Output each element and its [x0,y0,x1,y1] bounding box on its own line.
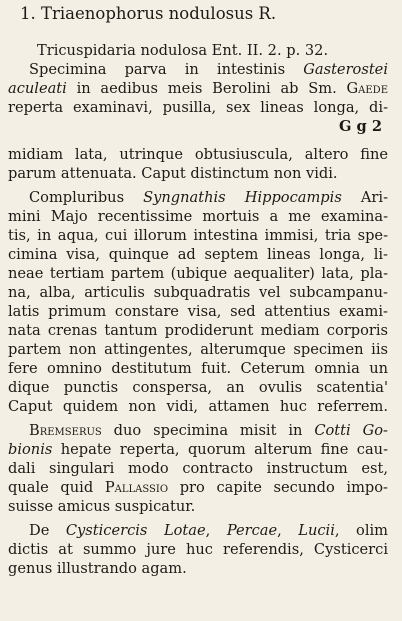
para1-line2: aculeati in aedibus meis Berolini ab Sm. Gaede [8,80,388,97]
para4-line2: dictis at summo jure huc referendis, Cysticerci [8,541,388,558]
para2-line11: dique punctis conspersa, an ovulis scatentia' [8,379,388,396]
section-title: 1. Triaenophorus nodulosus R. [20,4,277,23]
para3-line2: bionis hepate reperta, quorum alterum fine cau- [8,441,388,458]
para2-line3: tis, in aqua, cui illorum intestina immisi, tria spe- [8,227,388,244]
para4-line1: De Cysticercis Lotae, Percae, Lucii, olim [29,522,388,539]
para3-line4: quale quid Pallassio pro capite secundo impo- [8,479,388,496]
para2-line7: latis primum constare visa, sed attentius exami- [8,303,388,320]
page-signature: G g 2 [339,118,382,135]
para1-line3: reperta examinavi, pusilla, sex lineas longa, di- [8,99,388,116]
para2-line9: partem non attingentes, alterumque specimen iis [8,341,388,358]
para1-line5: parum attenuata. Caput distinctum non vidi. [8,165,338,182]
para2-line5: neae tertiam partem (ubique aequaliter) lata, pla- [8,265,388,282]
para2-line1: Compluribus Syngnathis Hippocampis Ari- [29,189,388,206]
para2-line2: mini Majo recentissime mortuis a me examina- [8,208,388,225]
para3-line1: Bremserus duo specimina misit in Cotti Go- [29,422,388,439]
para1-line4: midiam lata, utrinque obtusiuscula, altero fine [8,146,388,163]
para2-line4: cimina visa, quinque ad septem lineas longa, li- [8,246,388,263]
para2-line12: Caput quidem non vidi, attamen huc referrem. [8,398,388,415]
para3-line5: suisse amicus suspicatur. [8,498,196,515]
para4-line3: genus illustrando agam. [8,560,187,577]
para2-line8: nata crenas tantum prodiderunt mediam corporis [8,322,388,339]
reference-line: Tricuspidaria nodulosa Ent. II. 2. p. 32. [37,42,329,59]
para3-line3: dali singulari modo contracto instructum est, [8,460,388,477]
para2-line10: fere omnino destitutum fuit. Ceterum omnia un [8,360,388,377]
para1-line1: Specimina parva in intestinis Gasterostei [29,61,388,78]
para2-line6: na, alba, articulis subquadratis vel subcampanu- [8,284,388,301]
